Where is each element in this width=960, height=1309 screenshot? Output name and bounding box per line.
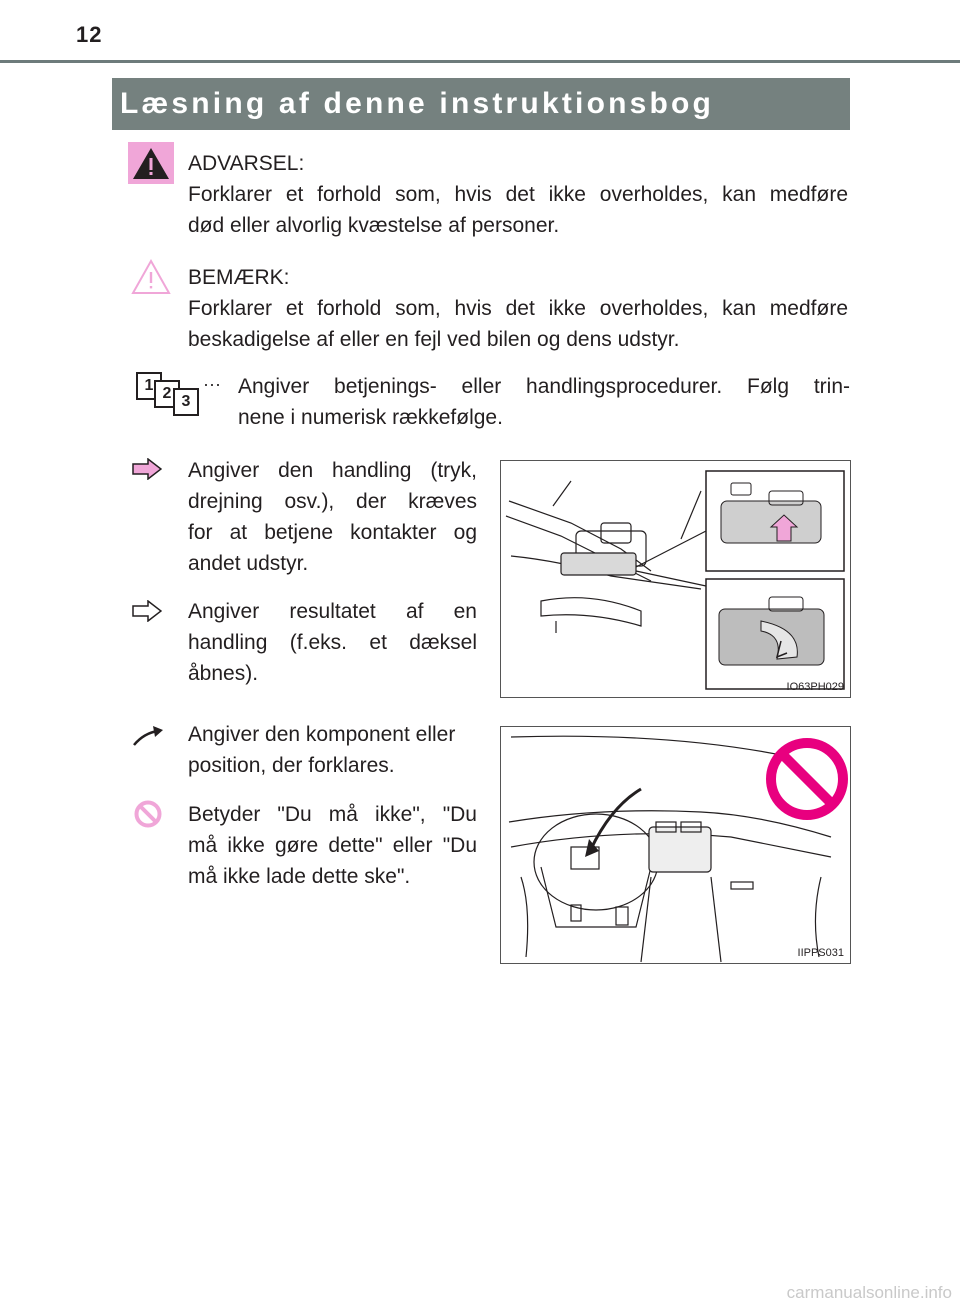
warning-line-1: Forklarer et forhold som, hvis det ikke overholdes, kan medføre bbox=[188, 183, 848, 206]
prohibit-text bbox=[188, 799, 477, 892]
steps-dots: ··· bbox=[203, 374, 221, 394]
prohibit-line-1: Betyder "Du må ikke", "Du bbox=[188, 803, 477, 826]
warning-heading: ADVARSEL: bbox=[188, 152, 305, 175]
page-number: 12 bbox=[76, 22, 103, 47]
result-line-3: åbnes). bbox=[188, 662, 259, 685]
result-arrow-icon bbox=[132, 600, 162, 622]
section-title: Læsning af denne instruktionsbog bbox=[120, 87, 715, 120]
figure-code-2: IIPPS031 bbox=[797, 947, 844, 959]
result-line-2: handling (f.eks. et dæksel bbox=[188, 631, 477, 654]
warning-icon bbox=[128, 142, 174, 184]
overhead-console-illustration bbox=[501, 461, 850, 697]
footer-watermark: carmanualsonline.info bbox=[786, 1283, 952, 1302]
component-text bbox=[188, 719, 483, 781]
step-3-icon: 3 bbox=[173, 388, 199, 416]
action-line-4: andet udstyr. bbox=[188, 552, 309, 575]
prohibit-icon bbox=[134, 800, 162, 828]
result-text bbox=[188, 596, 477, 689]
action-line-2: drejning osv.), der kræves bbox=[188, 490, 477, 513]
action-text bbox=[188, 455, 477, 579]
action-arrow-icon bbox=[132, 458, 162, 480]
notice-text bbox=[188, 262, 848, 355]
overhead-console-figure bbox=[500, 460, 851, 698]
section-banner bbox=[112, 78, 850, 130]
prohibit-line-2: må ikke gøre dette" eller "Du bbox=[188, 834, 477, 857]
action-line-3: for at betjene kontakter og bbox=[188, 521, 477, 544]
result-line-1: Angiver resultatet af en bbox=[188, 600, 477, 623]
step-2-icon: 2 bbox=[154, 380, 180, 408]
action-line-1: Angiver den handling (tryk, bbox=[188, 459, 477, 482]
component-line-2: position, der forklares. bbox=[188, 754, 395, 777]
notice-heading: BEMÆRK: bbox=[188, 266, 290, 289]
header-rule bbox=[0, 60, 960, 63]
steps-line-1: Angiver betjenings- eller handlingsprocedurer. Følg trin- bbox=[238, 375, 850, 398]
component-line-1: Angiver den komponent eller bbox=[188, 723, 456, 746]
step-1-icon: 1 bbox=[136, 372, 162, 400]
caution-icon bbox=[130, 258, 172, 296]
dashboard-illustration bbox=[501, 727, 850, 963]
steps-line-2: nene i numerisk rækkefølge. bbox=[238, 406, 503, 429]
dashboard-figure bbox=[500, 726, 851, 964]
figure-code-1: IO63PH029 bbox=[786, 681, 844, 693]
warning-text bbox=[188, 148, 848, 241]
notice-line-1: Forklarer et forhold som, hvis det ikke overholdes, kan medføre bbox=[188, 297, 848, 320]
notice-line-2: beskadigelse af eller en fejl ved bilen og dens udstyr. bbox=[188, 328, 680, 351]
prohibit-line-3: må ikke lade dette ske". bbox=[188, 865, 411, 888]
warning-line-2: død eller alvorlig kvæstelse af personer. bbox=[188, 214, 560, 237]
steps-text bbox=[238, 371, 850, 433]
pointer-arrow-icon bbox=[132, 725, 164, 747]
